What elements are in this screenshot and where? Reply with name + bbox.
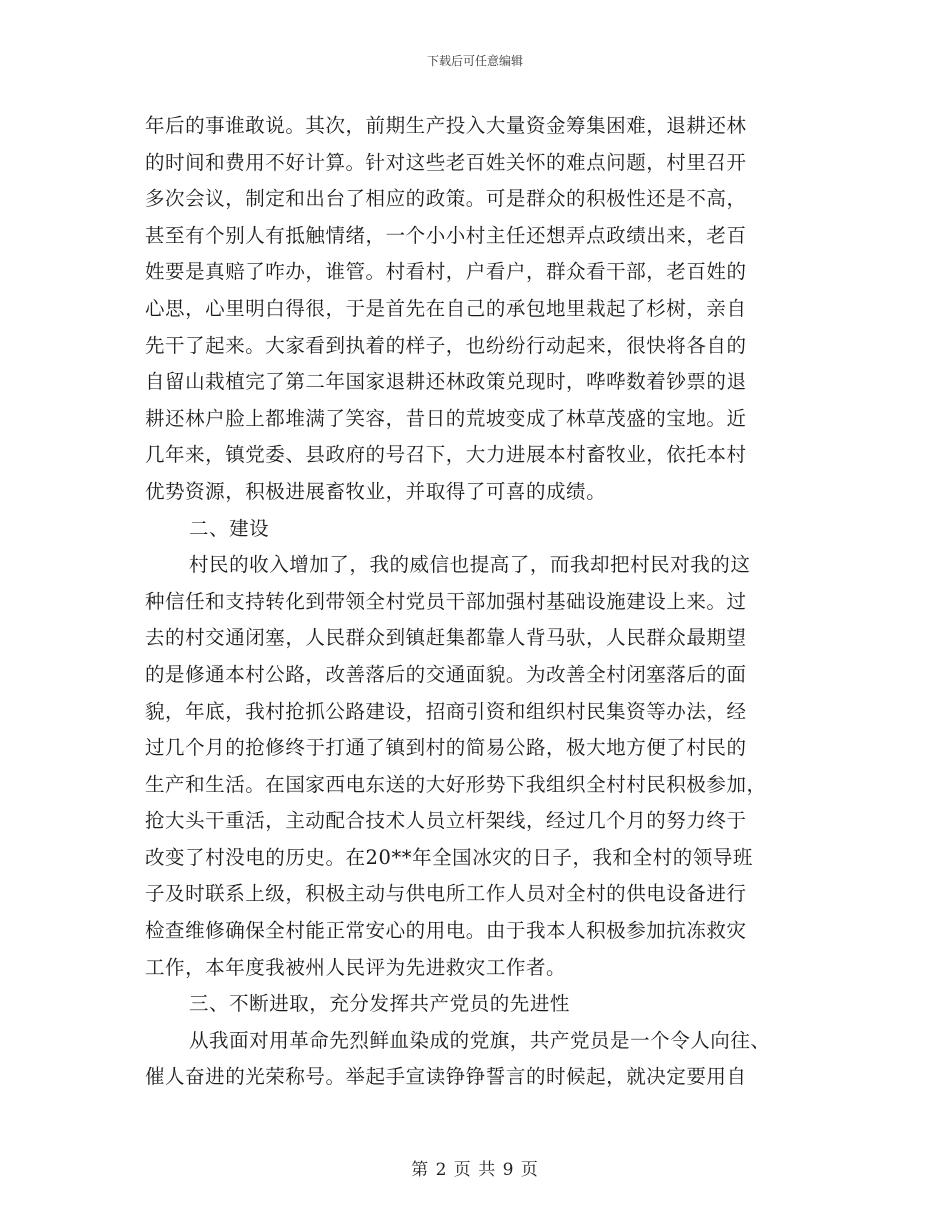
text-line: 从我面对用革命先烈鲜血染成的党旗，共产党员是一个令人向往、 <box>189 1028 771 1052</box>
body-text <box>145 108 805 1096</box>
text-line: 自留山栽植完了第二年国家退耕还林政策兑现时，哗哗数着钞票的退 <box>145 370 747 394</box>
text-line: 多次会议，制定和出台了相应的政策。可是群众的积极性还是不高， <box>145 187 747 211</box>
text-line: 耕还林户脸上都堆满了笑容，昔日的荒坡变成了林草茂盛的宝地。近 <box>145 406 747 430</box>
text-line: 姓要是真赔了咋办，谁管。村看村，户看户，群众看干部，老百姓的 <box>145 260 747 284</box>
text-line: 貌，年底，我村抢抓公路建设，招商引资和组织村民集资等办法，经 <box>145 699 747 723</box>
text-line: 抢大头干重活，主动配合技术人员立杆架线，经过几个月的努力终于 <box>145 809 747 833</box>
text-line: 检查维修确保全村能正常安心的用电。由于我本人积极参加抗冻救灾 <box>145 919 747 943</box>
text-line: 种信任和支持转化到带领全村党员干部加强村基础设施建设上来。过 <box>145 589 747 613</box>
text-line: 过几个月的抢修终于打通了镇到村的简易公路，极大地方便了村民的 <box>145 736 747 760</box>
text-line: 子及时联系上级，积极主动与供电所工作人员对全村的供电设备进行 <box>145 882 747 906</box>
text-line: 的时间和费用不好计算。针对这些老百姓关怀的难点问题，村里召开 <box>145 150 747 174</box>
text-line: 几年来，镇党委、县政府的号召下，大力进展本村畜牧业，依托本村 <box>145 443 747 467</box>
text-line: 心思，心里明白得很，于是首先在自己的承包地里栽起了杉树，亲自 <box>145 296 747 320</box>
text-line: 优势资源，积极进展畜牧业，并取得了可喜的成绩。 <box>145 479 607 503</box>
text-line: 催人奋进的光荣称号。举起手宣读铮铮誓言的时候起，就决定要用自 <box>145 1065 747 1089</box>
text-line: 三、不断进取，充分发挥共产党员的先进性 <box>189 992 570 1016</box>
text-line: 先干了起来。大家看到执着的样子，也纷纷行动起来，很快将各自的 <box>145 333 747 357</box>
text-line: 工作，本年度我被州人民评为先进救灾工作者。 <box>145 955 567 979</box>
text-line: 年后的事谁敢说。其次，前期生产投入大量资金筹集困难，退耕还林 <box>145 114 747 137</box>
text-line: 生产和生活。在国家西电东送的大好形势下我组织全村村民积极参加， <box>145 772 767 796</box>
text-line: 甚至有个别人有抵触情绪，一个小小村主任还想弄点政绩出来，老百 <box>145 223 747 247</box>
text-line: 改变了村没电的历史。在20**年全国冰灾的日子，我和全村的领导班 <box>145 845 753 869</box>
text-line: 二、建设 <box>189 516 270 540</box>
text-line: 村民的收入增加了，我的威信也提高了，而我却把村民对我的这 <box>189 553 751 577</box>
text-line: 去的村交通闭塞，人民群众到镇赶集都靠人背马驮，人民群众最期望 <box>145 626 747 650</box>
page-footer: 第 2 页 共 9 页 <box>411 1160 539 1180</box>
text-line: 的是修通本村公路，改善落后的交通面貌。为改善全村闭塞落后的面 <box>145 662 747 686</box>
page-header: 下载后可任意编辑 <box>426 54 523 68</box>
